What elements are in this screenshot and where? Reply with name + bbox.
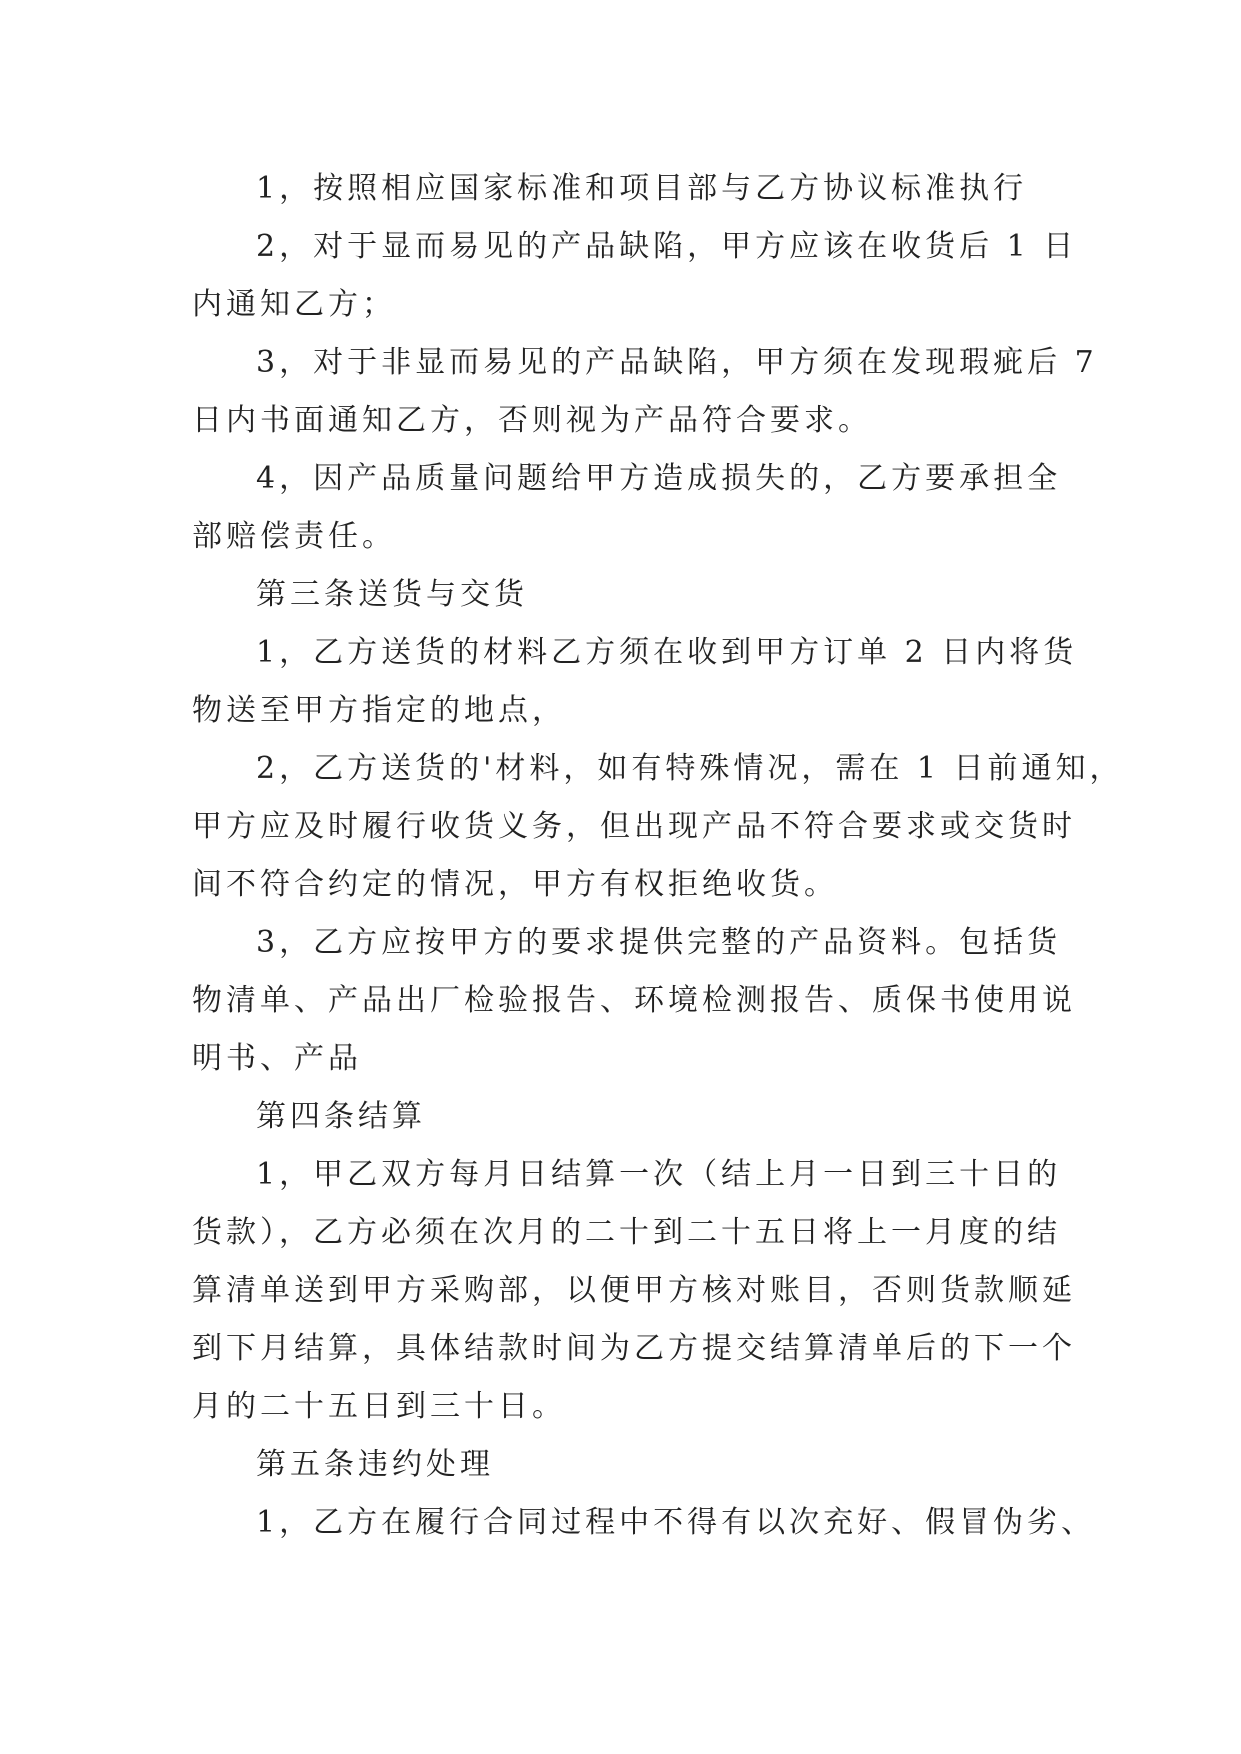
section-heading: 第五条违约处理 [256, 1447, 494, 1482]
text-line: 货款），乙方必须在次月的二十到二十五日将上一月度的结 [192, 1215, 1061, 1250]
section-heading: 第四条结算 [256, 1099, 426, 1134]
text-line: 1，乙方在履行合同过程中不得有以次充好、假冒伪劣、 [256, 1505, 1096, 1540]
section-heading: 第三条送货与交货 [256, 577, 528, 612]
text-line: 2，对于显而易见的产品缺陷，甲方应该在收货后 1 日 [256, 229, 1078, 264]
text-line: 1，乙方送货的材料乙方须在收到甲方订单 2 日内将货 [256, 635, 1078, 670]
text-line: 算清单送到甲方采购部，以便甲方核对账目，否则货款顺延 [192, 1273, 1076, 1308]
text-line: 间不符合约定的情况，甲方有权拒绝收货。 [192, 867, 838, 902]
text-line: 到下月结算，具体结款时间为乙方提交结算清单后的下一个 [192, 1331, 1076, 1366]
text-line: 甲方应及时履行收货义务，但出现产品不符合要求或交货时 [192, 809, 1076, 844]
text-line: 明书、产品 [192, 1041, 362, 1076]
document-body [192, 160, 1124, 1552]
text-line: 物清单、产品出厂检验报告、环境检测报告、质保书使用说 [192, 983, 1076, 1018]
text-line: 3，乙方应按甲方的要求提供完整的产品资料。包括货 [256, 925, 1062, 960]
text-line: 物送至甲方指定的地点， [192, 693, 566, 728]
text-line: 4，因产品质量问题给甲方造成损失的，乙方要承担全 [256, 461, 1062, 496]
text-line: 1，甲乙双方每月日结算一次（结上月一日到三十日的 [256, 1157, 1062, 1192]
text-line: 内通知乙方； [192, 287, 396, 322]
text-line: 1，按照相应国家标准和项目部与乙方协议标准执行 [256, 171, 1028, 206]
text-line: 3，对于非显而易见的产品缺陷，甲方须在发现瑕疵后 7 [256, 345, 1098, 380]
text-line: 日内书面通知乙方，否则视为产品符合要求。 [192, 403, 872, 438]
text-line: 2，乙方送货的'材料，如有特殊情况，需在 1 日前通知， [256, 751, 1124, 786]
text-line: 月的二十五日到三十日。 [192, 1389, 566, 1424]
text-line: 部赔偿责任。 [192, 519, 396, 554]
